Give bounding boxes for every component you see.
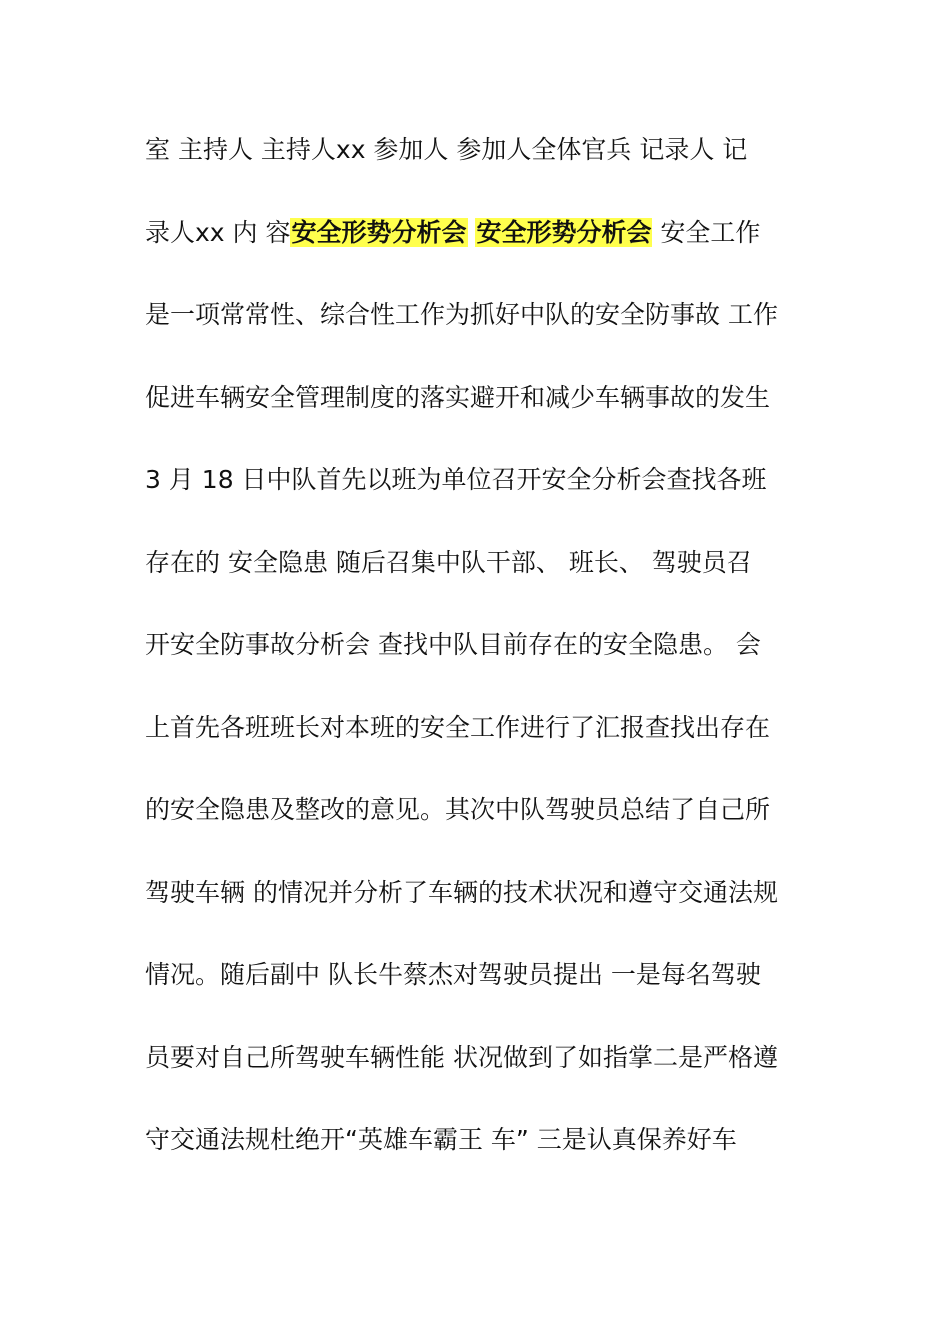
text-line-12: 员要对自己所驾驶车辆性能 状况做到了如指掌二是严格遵	[145, 1042, 778, 1072]
text-line-4: 促进车辆安全管理制度的落实避开和减少车辆事故的发生	[145, 382, 771, 412]
highlighted-heading: 安全形势分析会	[476, 217, 652, 247]
text-line-10: 驾驶车辆 的情况并分析了车辆的技术状况和遵守交通法规	[145, 877, 778, 907]
text-line-6: 存在的 安全隐患 随后召集中队干部、 班长、 驾驶员召	[145, 547, 752, 577]
text-line-13: 守交通法规杜绝开“英雄车霸王 车” 三是认真保养好车	[145, 1125, 737, 1154]
text-line-7: 开安全防事故分析会 查找中队目前存在的安全隐患。 会	[145, 630, 761, 659]
text-line-9: 的安全隐患及整改的意见。其次中队驾驶员总结了自己所	[145, 795, 771, 824]
text-line-5: 3 月 18 日中队首先以班为单位召开安全分析会查找各班	[145, 465, 767, 494]
text-line-8: 上首先各班班长对本班的安全工作进行了汇报查找出存在	[145, 712, 771, 742]
text-segment: 安全工作	[652, 217, 761, 247]
highlighted-heading: 安全形势分析会	[291, 217, 467, 247]
text-segment: 录人xx 内 容	[145, 217, 291, 247]
text-line-1: 室 主持人 主持人xx 参加人 参加人全体官兵 记录人 记	[145, 135, 748, 164]
text-line-11: 情况。随后副中 队长牛蔡杰对驾驶员提出 一是每名驾驶	[145, 960, 761, 989]
body-text	[145, 124, 815, 1197]
text-line-3: 是一项常常性、综合性工作为抓好中队的安全防事故 工作	[145, 300, 778, 329]
text-line-2	[145, 207, 815, 290]
